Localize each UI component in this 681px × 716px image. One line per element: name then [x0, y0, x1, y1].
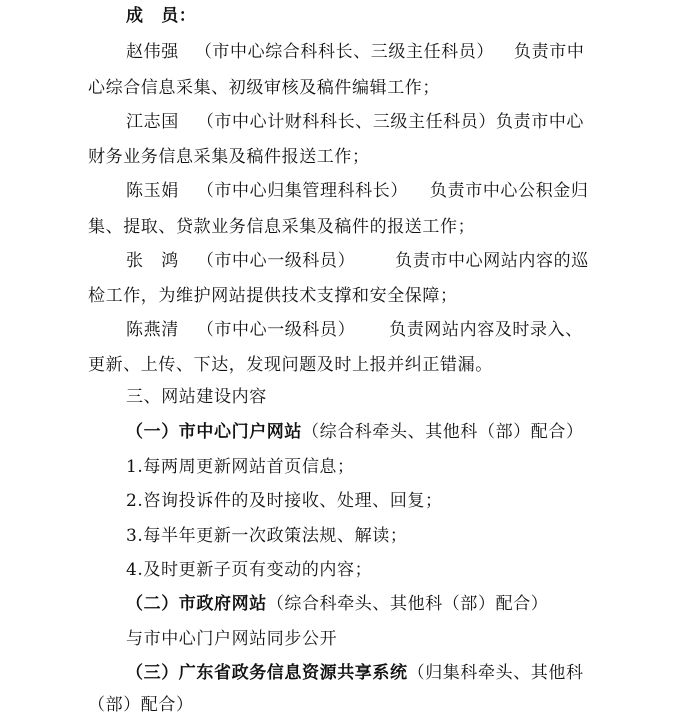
paragraph: 与市中心门户网站同步公开 — [126, 629, 338, 649]
list-item: 4.及时更新子页有变动的内容； — [126, 560, 373, 580]
member-entry — [126, 180, 588, 202]
subsection-title — [126, 593, 548, 615]
member-duty-continued: 财务业务信息采集及稿件报送工作； — [88, 147, 370, 167]
subsection-title-rest: （归集科牵头、其他科 — [407, 663, 584, 683]
member-duty-continued: 集、提取、贷款业务信息采集及稿件的报送工作； — [88, 217, 476, 237]
subsection-title-bold: （二）市政府网站 — [126, 594, 267, 614]
subsection-title-rest: （综合科牵头、其他科（部）配合） — [302, 422, 584, 442]
list-item: 1.每两周更新网站首页信息； — [126, 457, 355, 477]
section-title: 三、网站建设内容 — [126, 387, 267, 407]
member-name: 江志国 — [126, 112, 179, 132]
subsection-title-continued: （部）配合） — [88, 695, 194, 715]
subsection-title-rest: （综合科牵头、其他科（部）配合） — [266, 594, 549, 614]
member-entry — [126, 41, 584, 63]
member-entry — [126, 111, 584, 133]
member-duty: 负责市中心 — [496, 112, 585, 132]
members-heading: 成 员： — [126, 6, 197, 26]
member-role: （市中心一级科员） — [196, 251, 356, 271]
member-duty: 负责市中 — [514, 42, 585, 62]
subsection-title — [126, 421, 584, 443]
member-name: 陈玉娟 — [126, 181, 179, 201]
subsection-title-bold: （一）市中心门户网站 — [126, 422, 302, 442]
subsection-title-bold: （三）广东省政务信息资源共享系统 — [126, 663, 408, 683]
member-duty-continued: 心综合信息采集、初级审核及稿件编辑工作； — [88, 78, 440, 98]
list-item: 3.每半年更新一次政策法规、解读； — [126, 526, 408, 546]
member-entry — [126, 319, 583, 341]
member-name: 陈燕清 — [126, 320, 179, 340]
member-name: 张 鸿 — [126, 251, 179, 271]
member-duty-continued: 检工作，为维护网站提供技术支撑和安全保障； — [88, 286, 458, 306]
member-duty-continued: 更新、上传、下达，发现问题及时上报并纠正错漏。 — [88, 355, 493, 375]
member-duty: 负责市中心网站内容的巡 — [395, 251, 589, 271]
member-entry — [126, 250, 589, 272]
member-name: 赵伟强 — [126, 42, 179, 62]
member-role: （市中心综合科科长、三级主任科员） — [194, 42, 495, 62]
member-duty: 负责市中心公积金归 — [430, 181, 589, 201]
member-role: （市中心计财科科长、三级主任科员） — [196, 112, 497, 132]
subsection-title — [126, 662, 584, 684]
member-duty: 负责网站内容及时录入、 — [389, 320, 583, 340]
member-role: （市中心归集管理科科长） — [196, 181, 409, 201]
member-role: （市中心一级科员） — [196, 320, 356, 340]
list-item: 2.咨询投诉件的及时接收、处理、回复； — [126, 491, 443, 511]
